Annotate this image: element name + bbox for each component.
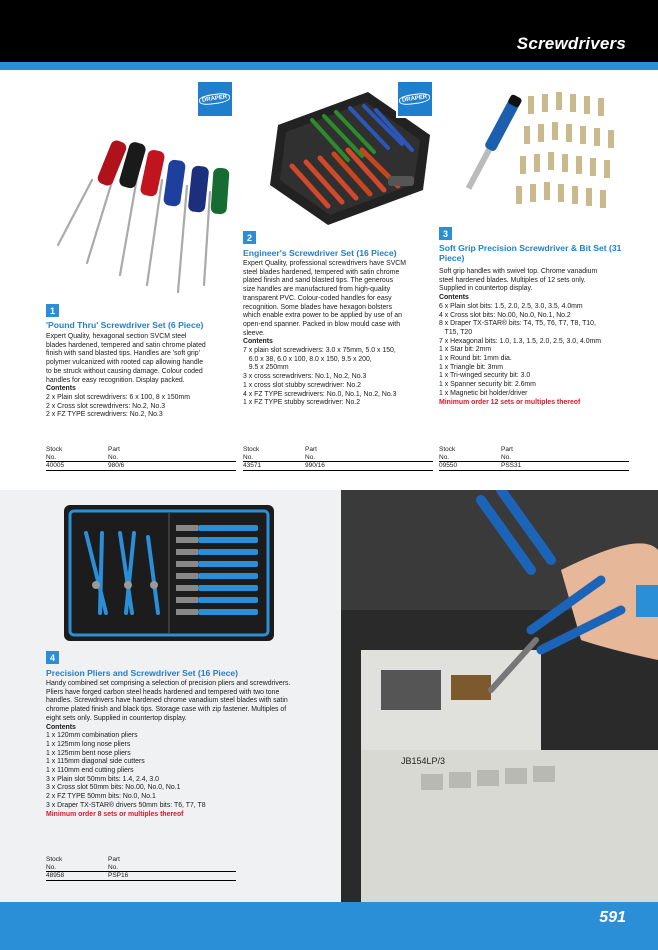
product-2-description: Expert Quality, professional screwdrivers have SVCM steel blades hardened, tempered with satin chrome plated finish and sand blasted tips. The generous size handles are manufactured from high-quality transparent PVC. Colour-coded handles for easy recognition. Some blades have hexagon bolsters which enable extra power to be applied by use of an open-end spanner. Packed in blow mould case with sleeve. Contents 7 x plain slot screwdrivers: 3.0 x 75mm, 5.0 x 150, 6.0 x 38, 6.0 x 100, 8.0 x 150, 9.5 x 200, 9.5 x 250mm 3 x cross screwdrivers: No.1, No.2, No.3 1 x cross slot stubby screwdriver: No.2 4 x FZ TYPE screwdrivers: No.0, No.1, No.2, No.3 1 x FZ TYPE stubby screwdriver: No.2 xyxy=(243,260,407,407)
product-4-photo xyxy=(62,503,276,643)
page-number: 591 xyxy=(599,909,626,926)
product-1-description: Expert Quality, hexagonal section SVCM steel blades hardened, tempered and satin chrome plated finish with sand blasted tips. Handles are 'soft grip' polymer vulcanized with rooted cap allowing handle to be struck without causing damage. Colour coded handles for easy recognition. Display packed. Contents 2 x Plain slot screwdrivers: 6 x 100, 8 x 150mm 2 x Cross slot screwdrivers: No.2, No.3 2 x FZ TYPE screwdrivers: No.2, No.3 xyxy=(46,333,206,419)
draper-logo-badge: DRAPER xyxy=(196,80,234,118)
product-2-number: 2 xyxy=(243,231,256,244)
page-title: Screwdrivers xyxy=(516,34,626,53)
product-1-stock-table: Stock No. Part No. 40005 980/6 xyxy=(46,446,236,471)
precision-screwdriver-bit-set-image xyxy=(450,80,630,228)
product-3-stock-table: Stock No. Part No. 09550 PSS31 xyxy=(439,446,629,471)
pliers-screwdriver-case-image xyxy=(62,503,276,643)
product-1-number: 1 xyxy=(46,304,59,317)
product-4-stock-table: Stock No. Part No. 48958 PSP16 xyxy=(46,856,236,881)
product-3-description: Soft grip handles with swivel top. Chrome vanadium steel hardened blades. Multiples of 12 sets only. Supplied in countertop display. Contents 6 x Plain slot bits: 1.5, 2.0, 2.5, 3.0, 3.5, 4.0mm 4 x Cross slot bits: No.00, No.0, No.1, No.2 8 x Draper TX-STAR® bits: T4, T5, T6, T7, T8, T10, T15, T20 7 x Hexagonal bits: 1.0, 1.3, 1.5, 2.0, 2.5, 3.0, 4.0mm 1 x Star bit: 2mm 1 x Round bit: 1mm dia. 1 x Triangle bit: 3mm 1 x Tri-winged security bit: 3.0 1 x Spanner security bit: 2.6mm 1 x Magnetic bit holder/driver Minimum order 12 sets or multiples thereof xyxy=(439,268,602,406)
circuit-label: JB154LP/3 xyxy=(401,756,446,766)
pliers-on-circuit-board-image xyxy=(341,490,658,902)
product-3-title: Soft Grip Precision Screwdriver & Bit Set (31 Piece) xyxy=(439,243,622,263)
product-2-title: Engineer's Screwdriver Set (16 Piece) xyxy=(243,248,397,258)
product-2-stock-table: Stock No. Part No. 43571 990/16 xyxy=(243,446,433,471)
product-3-photo xyxy=(450,80,630,228)
product-3-number: 3 xyxy=(439,227,452,240)
product-4-title: Precision Pliers and Screwdriver Set (16 Piece) xyxy=(46,668,239,678)
draper-logo-badge: DRAPER xyxy=(396,80,434,118)
product-4-description: Handy combined set comprising a selection of precision pliers and screwdrivers. Pliers have forged carbon steel heads hardened and tempered with two tone handles. Screwdrivers have hardened chrome vanadium steel blades with satin chrome plated finish and black tips. Storage case with zip fastener. Multiples of eight sets only. Supplied in countertop display. Contents 1 x 120mm combination pliers 1 x 125mm long nose pliers 1 x 125mm bent nose pliers 1 x 115mm diagonal side cutters 1 x 110mm end cutting pliers 3 x Plain slot 50mm bits: 1.4, 2.4, 3.0 3 x Cross slot 50mm bits: No.00, No.0, No.1 2 x FZ TYPE 50mm bits: No.0, No.1 3 x Draper TX-STAR® drivers 50mm bits: T6, T7, T8 Minimum order 8 sets or multiples thereof xyxy=(46,680,291,818)
header-stripe xyxy=(0,62,658,70)
product-4-number: 4 xyxy=(46,651,59,664)
product-1-title: 'Pound Thru' Screwdriver Set (6 Piece) xyxy=(46,320,204,330)
circuit-repair-photo xyxy=(341,490,658,902)
section-side-tab xyxy=(636,585,658,617)
footer-bar xyxy=(0,902,658,950)
